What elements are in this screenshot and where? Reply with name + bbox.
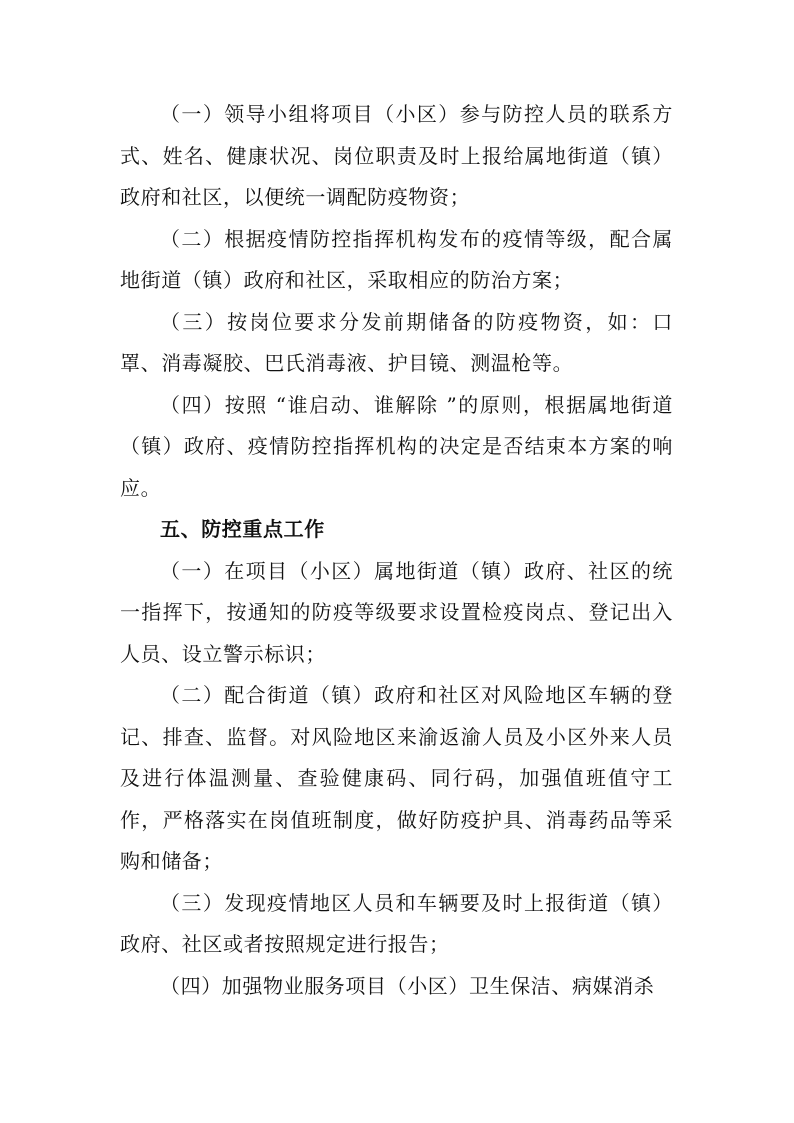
section-heading-key-work: 五、防控重点工作 [160,517,325,541]
document-page [120,94,673,1007]
paragraph-sanitation: （四）加强物业服务项目（小区）卫生保洁、病媒消杀 [160,973,655,998]
paragraph-end-response: （四）按照 “谁启动、谁解除 ”的原则，根据属地街道（镇）政府、疫情防控指挥机构的决定是否结束本方案的响应。 [120,392,673,500]
paragraph-report-cases: （三）发现疫情地区人员和车辆要及时上报街道（镇）政府、社区或者按照规定进行报告； [120,890,673,956]
paragraph-epidemic-level: （二）根据疫情防控指挥机构发布的疫情等级，配合属地街道（镇）政府和社区，采取相应的防治方案； [120,226,673,292]
paragraph-leadership-contacts: （一）领导小组将项目（小区）参与防控人员的联系方式、姓名、健康状况、岗位职责及时上报给属地街道（镇）政府和社区，以便统一调配防疫物资； [120,102,673,209]
paragraph-vehicle-screening: （二）配合街道（镇）政府和社区对风险地区车辆的登记、排查、监督。对风险地区来渝返渝人员及小区外来人员及进行体温测量、查验健康码、同行码，加强值班值守工作，严格落实在岗值班制度，做好防疫护具、消毒药品等采购和储备； [120,683,673,873]
paragraph-distribute-supplies: （三）按岗位要求分发前期储备的防疫物资，如：口罩、消毒凝胶、巴氏消毒液、护目镜、测温枪等。 [120,309,673,375]
paragraph-checkpoints: （一）在项目（小区）属地街道（镇）政府、社区的统一指挥下，按通知的防疫等级要求设置检疫岗点、登记出入人员、设立警示标识； [120,558,673,666]
